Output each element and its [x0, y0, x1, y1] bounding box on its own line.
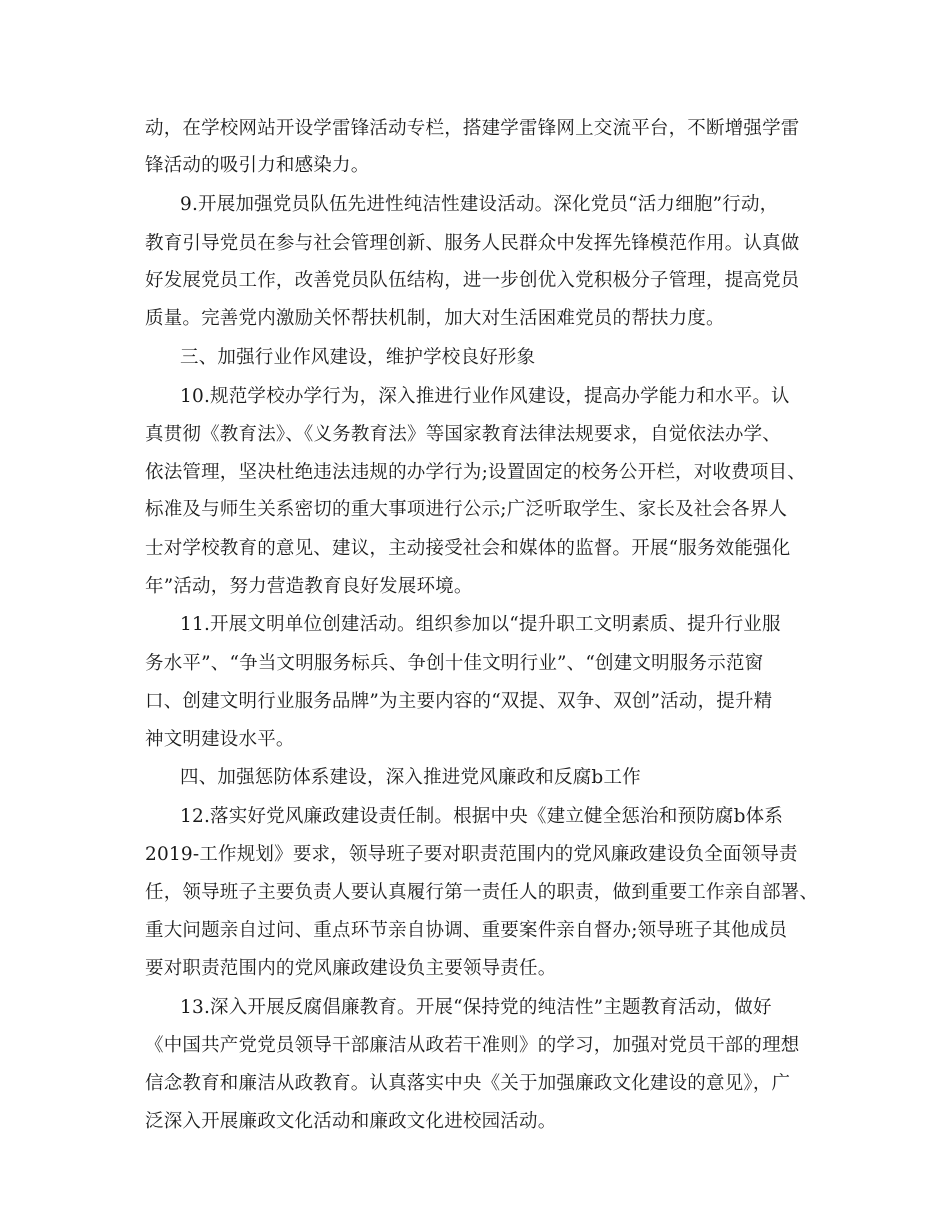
text-line: 重大问题亲自过问、重点环节亲自协调、重要案件亲自督办;领导班子其他成员: [145, 920, 788, 941]
text-line: 好发展党员工作，改善党员队伍结构，进一步创优入党积极分子管理，提高党员: [145, 270, 800, 291]
text-line: 年”活动，努力营造教育良好发展环境。: [145, 576, 473, 597]
text-line: 神文明建设水平。: [145, 729, 295, 750]
text-line: 口、创建文明行业服务品牌”为主要内容的“双提、双争、双创”活动，提升精: [145, 691, 773, 712]
text-line: 务水平”、“争当文明服务标兵、争创十佳文明行业”、“创建文明服务示范窗: [145, 653, 764, 674]
text-line: 要对职责范围内的党风廉政建设负主要领导责任。: [145, 958, 557, 979]
text-line: 信念教育和廉洁从政教育。认真落实中央《关于加强廉政文化建设的意见》，广: [145, 1073, 791, 1094]
text-line: 标准及与师生关系密切的重大事项进行公示;广泛听取学生、家长及社会各界人: [145, 499, 788, 520]
text-line: 士对学校教育的意见、建议，主动接受社会和媒体的监督。开展“服务效能强化: [145, 538, 791, 559]
text-line: 泛深入开展廉政文化活动和廉政文化进校园活动。: [145, 1111, 557, 1132]
paragraph-item-9: 9.开展加强党员队伍先进性纯洁性建设活动。深化党员“活力细胞”行动，: [180, 194, 779, 215]
text-line: 质量。完善党内激励关怀帮扶机制，加大对生活困难党员的帮扶力度。: [145, 308, 725, 329]
section-heading-4: 四、加强惩防体系建设，深入推进党风廉政和反腐b工作: [180, 767, 641, 788]
paragraph-item-10: 10.规范学校办学行为，深入推进行业作风建设，提高办学能力和水平。认: [180, 386, 790, 407]
paragraph-item-13: 13.深入开展反腐倡廉教育。开展“保持党的纯洁性”主题教育活动，做好: [180, 997, 772, 1018]
paragraph-item-11: 11.开展文明单位创建活动。组织参加以“提升职工文明素质、提升行业服: [180, 614, 781, 635]
text-line: 2019-工作规划》要求，领导班子要对职责范围内的党风廉政建设负全面领导责: [145, 844, 798, 865]
paragraph-item-12: 12.落实好党风廉政建设责任制。根据中央《建立健全惩治和预防腐b体系: [180, 806, 784, 827]
text-line: 教育引导党员在参与社会管理创新、服务人民群众中发挥先锋模范作用。认真做: [145, 233, 800, 254]
text-line: 《中国共产党党员领导干部廉洁从政若干准则》的学习，加强对党员干部的理想: [145, 1035, 800, 1056]
text-line: 依法管理，坚决杜绝违法违规的办学行为;设置固定的校务公开栏，对收费项目、: [145, 462, 806, 483]
text-line: 动，在学校网站开设学雷锋活动专栏，搭建学雷锋网上交流平台，不断增强学雷: [145, 118, 800, 139]
section-heading-3: 三、加强行业作风建设，维护学校良好形象: [180, 347, 536, 368]
text-line: 锋活动的吸引力和感染力。: [145, 155, 370, 176]
text-line: 任，领导班子主要负责人要认真履行第一责任人的职责，做到重要工作亲自部署、: [145, 882, 819, 903]
text-line: 真贯彻《教育法》、《义务教育法》等国家教育法律法规要求，自觉依法办学、: [145, 424, 782, 445]
